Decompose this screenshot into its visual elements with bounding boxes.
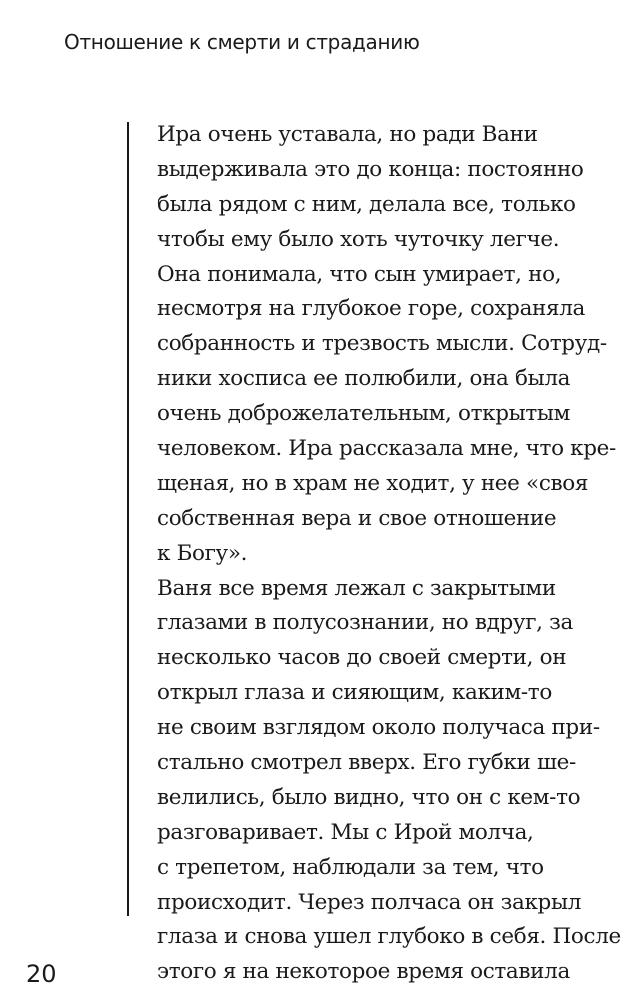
text-line: чтобы ему было хоть чуточку легче.	[157, 226, 560, 252]
margin-rule	[127, 122, 129, 916]
text-line: несмотря на глубокое горе, сохраняла	[157, 296, 586, 322]
text-line: к Богу».	[157, 540, 248, 566]
text-line: этого я на некоторое время оставила	[157, 959, 570, 985]
text-line: глазами в полусознании, но вдруг, за	[157, 610, 573, 636]
text-line: велились, было видно, что он с кем-то	[157, 784, 581, 810]
page-number: 20	[26, 960, 57, 988]
text-line: открыл глаза и сияющим, каким-то	[157, 680, 552, 706]
text-line: несколько часов до своей смерти, он	[157, 645, 567, 671]
text-line: не своим взглядом около получаса при-	[157, 715, 600, 741]
text-line: Ваня все время лежал с закрытыми	[157, 575, 556, 601]
text-line: происходит. Через полчаса он закрыл	[157, 889, 582, 915]
text-line: была рядом с ним, делала все, только	[157, 191, 576, 217]
text-line: собственная вера и свое отношение	[157, 505, 557, 531]
text-line: щеная, но в храм не ходит, у нее «своя	[157, 470, 589, 496]
text-line: очень доброжелательным, открытым	[157, 401, 571, 427]
text-line: глаза и снова ушел глубоко в себя. После	[157, 924, 621, 950]
text-line: разговаривает. Мы с Ирой молча,	[157, 819, 534, 845]
text-line: человеком. Ира рассказала мне, что кре-	[157, 436, 616, 462]
text-line: Ира очень уставала, но ради Вани	[157, 122, 538, 147]
text-line: собранность и трезвость мысли. Сотруд-	[157, 331, 607, 357]
text-line: стально смотрел вверх. Его губки ше-	[157, 750, 576, 776]
body-text	[157, 118, 621, 990]
text-line: Она понимала, что сын умирает, но,	[157, 261, 562, 287]
text-line: ники хосписа ее полюбили, она была	[157, 366, 571, 392]
running-head: Отношение к смерти и страданию	[64, 30, 420, 54]
text-line: выдерживала это до конца: постоянно	[157, 156, 584, 182]
text-line: с трепетом, наблюдали за тем, что	[157, 854, 544, 880]
